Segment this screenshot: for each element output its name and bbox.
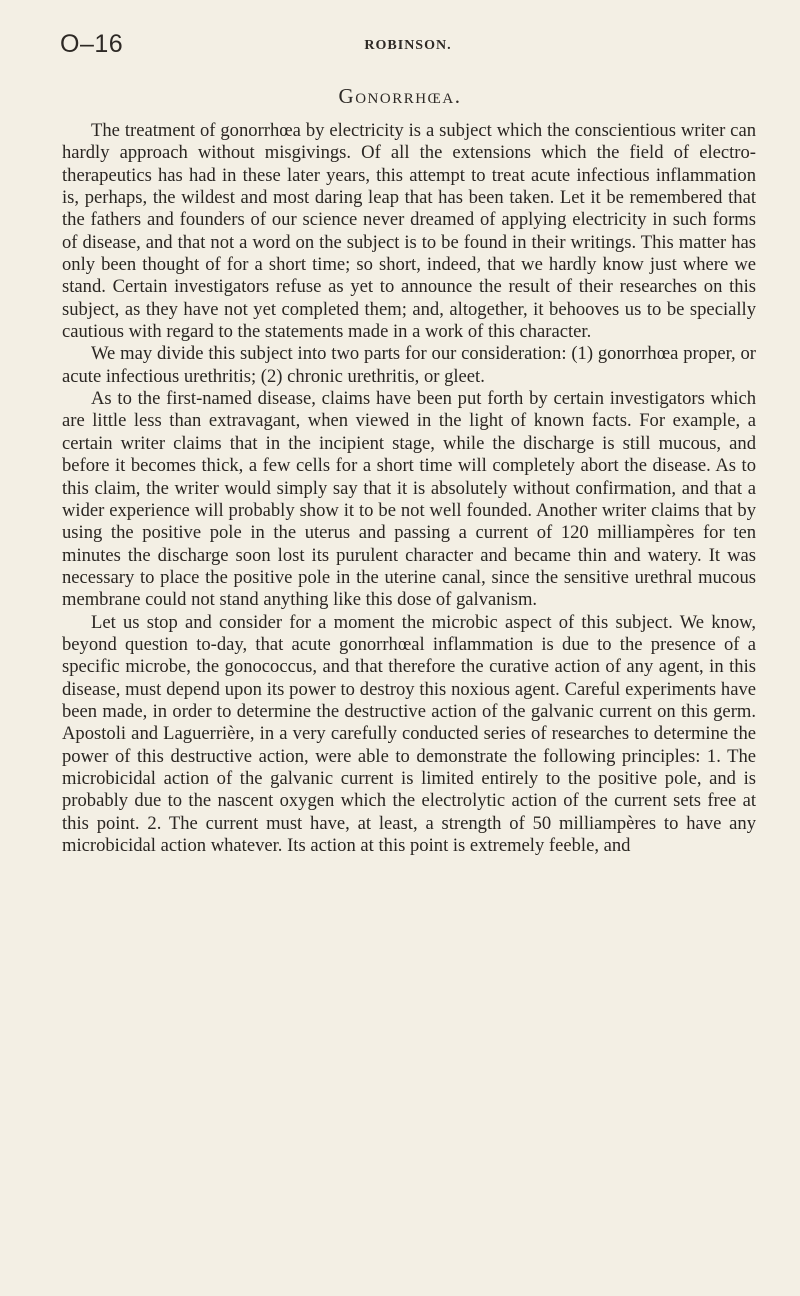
- paragraph: The treatment of gonorrhœa by electricity is a subject which the conscientious writer can hardly approach without misgivings. Of all the extensions which the field of electro-therapeutics has had in these later years, this attempt to treat acute infectious inflammation is, perhaps, the wildest and most daring leap that has been taken. Let it be remembered that the fathers and founders of our science never dreamed of applying electricity in such forms of disease, and that not a word on the subject is to be found in their writings. This matter has only been thought of for a short time; so short, indeed, that we hardly know just where we stand. Certain investigators refuse as yet to announce the result of their researches on this subject, as they have not yet completed them; and, altogether, it behooves us to be specially cautious with regard to the statements made in a work of this character.: [62, 120, 756, 343]
- body-text: [62, 120, 756, 857]
- running-title: ROBINSON.: [364, 38, 452, 53]
- running-head: [60, 30, 756, 62]
- paragraph: We may divide this subject into two parts for our consideration: (1) gonorrhœa proper, or acute infectious urethritis; (2) chronic urethritis, or gleet.: [62, 343, 756, 387]
- paragraph: As to the first-named disease, claims have been put forth by certain investigators which are little less than extravagant, when viewed in the light of known facts. For example, a certain writer claims that in the incipient stage, while the discharge is still mucous, and before it becomes thick, a few cells for a short time will completely abort the disease. As to this claim, the writer would simply say that it is absolutely without confirmation, and that a wider experience will probably show it to be not well founded. Another writer claims that by using the positive pole in the uterus and passing a current of 120 milliampères for ten minutes the discharge soon lost its purulent character and became thin and watery. It was necessary to place the positive pole in the uterine canal, since the sensitive urethral mucous membrane could not stand anything like this dose of galvanism.: [62, 388, 756, 611]
- page-number: O–16: [60, 30, 124, 58]
- section-title: Gonorrhœa.: [338, 84, 462, 108]
- paragraph: Let us stop and consider for a moment the microbic aspect of this subject. We know, beyond question to-day, that acute gonorrhœal inflammation is due to the presence of a specific microbe, the gonococcus, and that therefore the curative action of any agent, in this disease, must depend upon its power to destroy this noxious agent. Careful experiments have been made, in order to determine the destructive action of the galvanic current on this germ. Apostoli and Laguerrière, in a very carefully conducted series of researches to determine the power of this destructive action, were able to demonstrate the following principles: 1. The microbicidal action of the galvanic current is limited entirely to the positive pole, and is probably due to the nascent oxygen which the electrolytic action of the current sets free at this point. 2. The current must have, at least, a strength of 50 milliampères to have any microbicidal action whatever. Its action at this point is extremely feeble, and: [62, 611, 756, 856]
